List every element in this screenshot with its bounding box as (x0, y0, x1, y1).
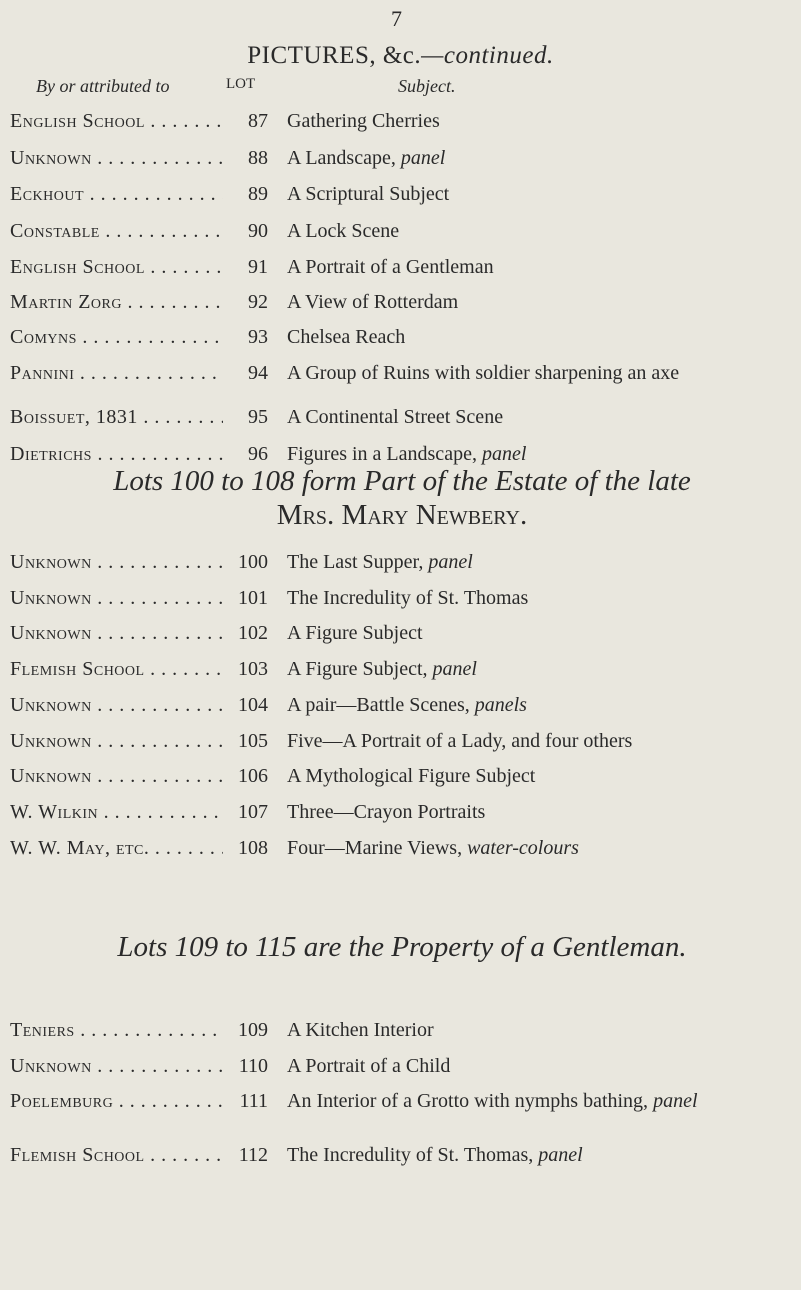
entry-subject-text: A Portrait of a Child (287, 1055, 451, 1077)
entry-subject (287, 358, 792, 388)
section-heading-3-text: Lots 109 to 115 are the Property of a Gentleman. (117, 931, 687, 963)
entry-subject-text: The Incredulity of St. Thomas, (287, 1144, 534, 1166)
section-heading-2-name: Mrs. Mary Newbery. (276, 499, 528, 531)
catalogue-entry (0, 362, 801, 402)
entry-lot-number: 90 (223, 220, 268, 243)
entry-lot-number: 108 (223, 837, 268, 860)
entry-subject (287, 252, 792, 282)
entry-subject-note: panel (432, 658, 477, 680)
entry-subject (287, 761, 792, 791)
entry-subject-text: A Landscape, (287, 147, 396, 169)
entry-artist: Poelemburg . . . (10, 1090, 225, 1113)
entry-subject-text: A Figure Subject (287, 622, 423, 644)
entry-subject (287, 690, 792, 720)
entry-artist: Pannini . . . (10, 362, 225, 385)
entry-subject (287, 547, 792, 577)
entry-lot-number: 88 (223, 147, 268, 170)
entry-lot-number: 105 (223, 730, 268, 753)
entry-subject-text: A Mythological Figure Subject (287, 765, 536, 787)
catalogue-entry (0, 837, 801, 877)
entry-subject (287, 797, 792, 827)
entry-subject-text: Figures in a Landscape, (287, 443, 477, 465)
entry-subject-note: panel (538, 1144, 583, 1166)
entry-artist: Boissuet, 1831 . . . (10, 406, 225, 429)
entry-lot-number: 103 (223, 658, 268, 681)
entry-lot-number: 107 (223, 801, 268, 824)
entry-lot-number: 95 (223, 406, 268, 429)
entry-subject (287, 1140, 792, 1170)
entry-subject (287, 143, 792, 173)
entry-subject-note: panel (481, 443, 527, 465)
entry-artist: Eckhout . . . (10, 183, 225, 206)
entry-subject-text: Gathering Cherries (287, 110, 440, 132)
entry-subject-text: A Continental Street Scene (287, 406, 504, 428)
entry-lot-number: 87 (223, 110, 268, 133)
entry-artist: Unknown . . . (10, 551, 225, 574)
entry-lot-number: 112 (223, 1144, 268, 1167)
entry-subject-text: A Figure Subject, (287, 658, 428, 680)
entry-artist: English School . . . (10, 110, 225, 133)
entry-subject (287, 1086, 792, 1116)
entry-lot-number: 100 (223, 551, 268, 574)
entry-artist: English School . . . (10, 256, 225, 279)
entry-subject-text: A Kitchen Interior (287, 1019, 434, 1041)
entry-subject-note: panel (400, 147, 446, 169)
entry-lot-number: 106 (223, 765, 268, 788)
entry-artist: Comyns . . . (10, 326, 225, 349)
entry-subject-text: Four—Marine Views, (287, 837, 463, 859)
entry-artist: Flemish School . . . (10, 1144, 225, 1167)
entry-subject-text: A View of Rotterdam (287, 291, 459, 313)
entry-artist: Unknown . . . (10, 730, 225, 753)
entry-artist: Flemish School . . . (10, 658, 225, 681)
catalogue-entry (0, 1144, 801, 1184)
entry-lot-number: 104 (223, 694, 268, 717)
entry-artist: Unknown . . . (10, 587, 225, 610)
entry-subject-text: A Lock Scene (287, 220, 400, 242)
entry-lot-number: 89 (223, 183, 268, 206)
entry-artist: Unknown . . . (10, 694, 225, 717)
page-number: 7 (391, 6, 402, 31)
entry-artist: Unknown . . . (10, 622, 225, 645)
entry-subject-text: Three—Crayon Portraits (287, 801, 486, 823)
column-heading-artist: By or attributed to (36, 76, 170, 96)
entry-artist: W. Wilkin . . . (10, 801, 225, 824)
entry-artist: Unknown . . . (10, 765, 225, 788)
entry-lot-number: 91 (223, 256, 268, 279)
section-heading-3 (12, 930, 792, 964)
entry-lot-number: 101 (223, 587, 268, 610)
entry-subject (287, 106, 792, 136)
entry-subject-text: Chelsea Reach (287, 326, 406, 348)
entry-lot-number: 93 (223, 326, 268, 349)
entry-subject-note: panel (653, 1090, 698, 1112)
entry-subject-text: A pair—Battle Scenes, (287, 694, 470, 716)
entry-lot-number: 92 (223, 291, 268, 314)
entry-subject (287, 833, 792, 863)
entry-subject (287, 1015, 792, 1045)
entry-subject (287, 322, 792, 352)
entry-subject (287, 287, 792, 317)
entry-subject-text: A Scriptural Subject (287, 183, 450, 205)
entry-lot-number: 110 (223, 1055, 268, 1078)
entry-subject-text: An Interior of a Grotto with nymphs bathing, (287, 1090, 649, 1112)
running-head (0, 42, 801, 70)
running-head-continued: —continued. (421, 42, 554, 69)
entry-subject (287, 618, 792, 648)
entry-subject (287, 583, 792, 613)
column-heading-lot: LOT (226, 76, 256, 92)
entry-lot-number: 102 (223, 622, 268, 645)
entry-subject (287, 216, 792, 246)
entry-artist: Dietrichs . . . (10, 443, 225, 466)
entry-subject-text: The Last Supper, (287, 551, 424, 573)
entry-lot-number: 111 (223, 1090, 268, 1113)
entry-artist: Martin Zorg . . . (10, 291, 225, 314)
entry-subject-note: water-colours (467, 837, 579, 859)
entry-subject (287, 179, 792, 209)
catalogue-entry (0, 1090, 801, 1130)
entry-lot-number: 96 (223, 443, 268, 466)
column-headings (0, 76, 801, 102)
entry-subject (287, 1051, 792, 1081)
entry-lot-number: 109 (223, 1019, 268, 1042)
entry-artist: Unknown . . . (10, 147, 225, 170)
entry-subject (287, 402, 792, 432)
entry-subject-note: panels (474, 694, 527, 716)
entry-subject (287, 726, 792, 756)
entry-artist: Teniers . . . (10, 1019, 225, 1042)
entry-subject-text: Five—A Portrait of a Lady, and four others (287, 730, 633, 752)
entry-lot-number: 94 (223, 362, 268, 385)
entry-subject-text: A Portrait of a Gentleman (287, 256, 494, 278)
entry-artist: Unknown . . . (10, 1055, 225, 1078)
entry-artist: Constable . . . (10, 220, 225, 243)
section-heading-2 (12, 464, 792, 532)
entry-subject-text: A Group of Ruins with soldier sharpening an axe (287, 362, 680, 384)
entry-subject-note: panel (428, 551, 473, 573)
entry-subject (287, 654, 792, 684)
section-heading-2-text: Lots 100 to 108 form Part of the Estate of the late (113, 465, 691, 497)
running-head-main: PICTURES, &c. (247, 42, 422, 69)
column-heading-subject: Subject. (398, 76, 456, 96)
entry-artist: W. W. May, etc. . . . (10, 837, 225, 860)
entry-subject-text: The Incredulity of St. Thomas (287, 587, 529, 609)
